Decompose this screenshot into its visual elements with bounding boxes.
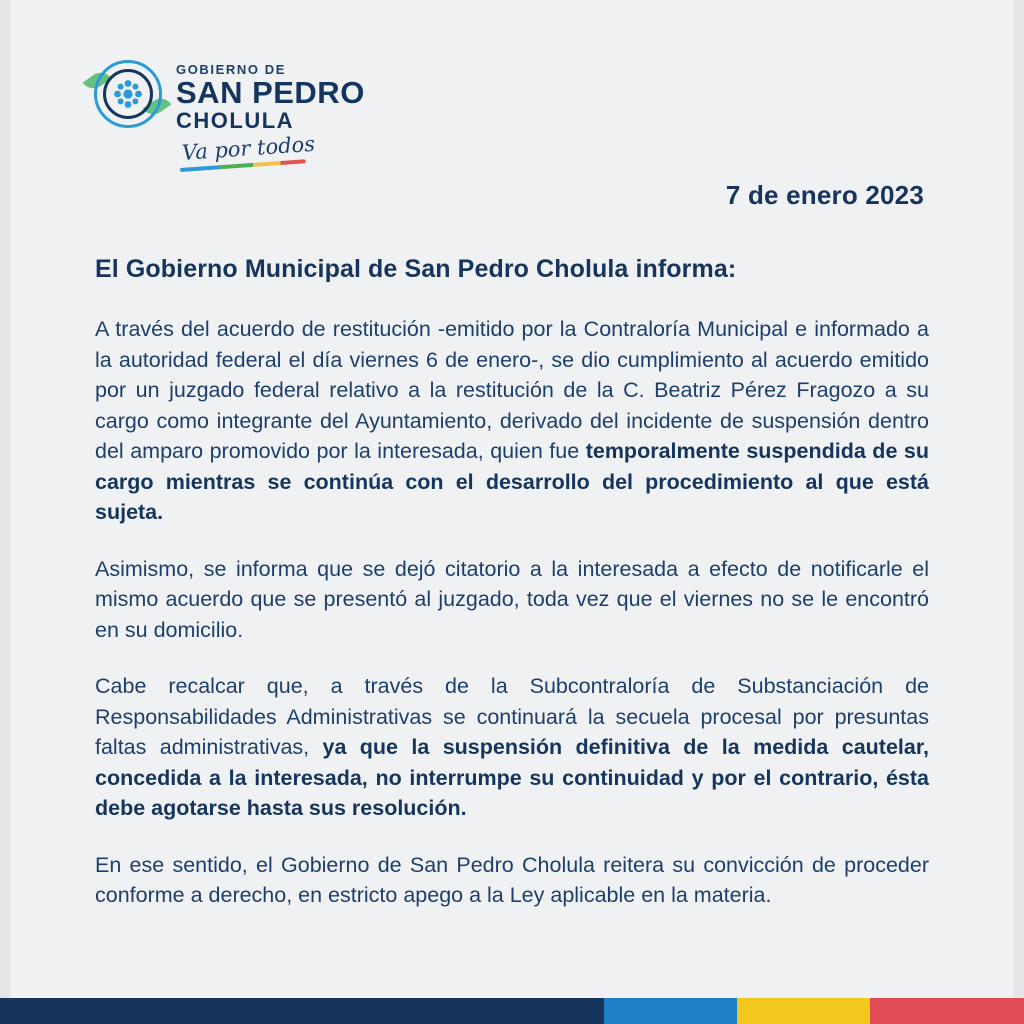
emphasis-text: ya que la suspensión definitiva de la medida cautelar, concedida a la interesada, no interrumpe su continuidad y por el contrario, ésta debe agotarse hasta sus resolución. [95,735,929,821]
body-text: En ese sentido, el Gobierno de San Pedro Cholula reitera su convicción de proceder conforme a derecho, en estricto apego a la Ley aplicable en la materia. [95,852,929,908]
page-right-edge [1014,0,1024,1024]
page-title: El Gobierno Municipal de San Pedro Cholula informa: [95,255,737,283]
footer-stripe-blue [604,998,737,1024]
body-text: Cabe recalcar que, a través de la Subcontraloría de Substanciación de Responsabilidades Administrativas se continuará la secuela procesal por presuntas faltas administrativas, [95,674,929,760]
circular-flower-emblem-icon [90,56,166,132]
flower-glyph-icon [113,79,143,109]
logo-header [90,52,365,172]
body-text: A través del acuerdo de restitución -emitido por la Contraloría Municipal e informado a la autoridad federal el día viernes 6 de enero-, se dio cumplimiento al acuerdo emitido por un juzgado federal relativo a la restitución de la C. Beatriz Pérez Fragozo a su cargo como integrante del Ayuntamiento, derivado del incidente de suspensión dentro del amparo promovido por la interesada, quien fue [95,317,929,464]
body-text: Asimismo, se informa que se dejó citatorio a la interesada a efecto de notificarle el mismo acuerdo que se presentó al juzgado, toda vez que el viernes no se le encontró en su domicilio. [95,556,929,642]
page-left-edge [0,0,10,1024]
paragraph [95,671,929,824]
footer-stripe-navy [0,998,604,1024]
paragraph [95,850,929,911]
document-body [95,255,929,937]
emphasis-text: temporalmente suspendida de su cargo mientras se continúa con el desarrollo del procedimiento al que está sujeta. [95,439,929,525]
logo-line-san-pedro: SAN PEDRO [176,75,365,110]
logo-slogan: Va por todos [181,131,316,165]
footer-stripe-red [870,998,1024,1024]
footer-color-stripes [0,998,1024,1024]
footer-stripe-yellow [737,998,870,1024]
logo-line-gobierno-de: GOBIERNO DE [176,62,287,77]
document-date: 7 de enero 2023 [725,180,924,210]
paragraph [95,314,929,528]
logo-wordmark [176,52,365,172]
logo-line-cholula: CHOLULA [176,107,295,133]
paragraph [95,554,929,646]
